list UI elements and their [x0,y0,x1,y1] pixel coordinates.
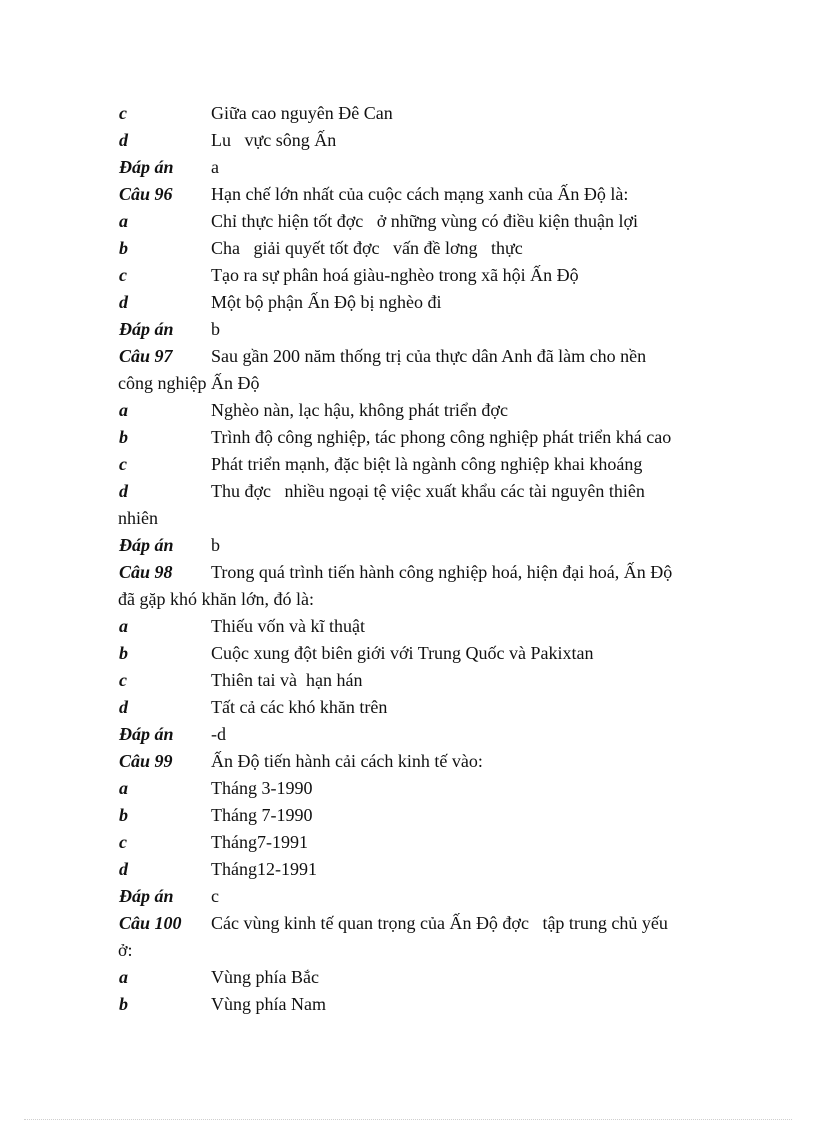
answer-value: -d [211,724,226,744]
option-letter: a [119,967,128,987]
answer-value: a [211,157,219,177]
question-row [119,181,699,208]
question-text: Các vùng kinh tế quan trọng của Ấn Độ đợc tập trung chủ yếu [211,913,668,933]
option-letter: c [119,454,127,474]
option-row [119,667,699,694]
continuation-text: công nghiệp Ấn Độ [118,373,260,393]
question-text: Ấn Độ tiến hành cải cách kinh tế vào: [211,751,483,771]
option-row [119,775,699,802]
option-text: Nghèo nàn, lạc hậu, không phát triển đợc [211,400,508,420]
option-letter: b [119,238,128,258]
option-letter: d [119,859,128,879]
question-row [119,343,699,370]
option-letter: d [119,292,128,312]
question-row [119,559,699,586]
option-text: Thu đợc nhiều ngoại tệ việc xuất khẩu các tài nguyên thiên [211,481,645,501]
question-row [119,910,699,937]
option-text: Phát triển mạnh, đặc biệt là ngành công nghiệp khai khoáng [211,454,643,474]
option-letter: b [119,805,128,825]
option-letter: a [119,778,128,798]
continuation-line [118,937,699,964]
question-text: Sau gần 200 năm thống trị của thực dân Anh đã làm cho nền [211,346,647,366]
question-text: Hạn chế lớn nhất của cuộc cách mạng xanh của Ấn Độ là: [211,184,629,204]
option-letter: c [119,103,127,123]
option-row [119,100,699,127]
option-letter: c [119,670,127,690]
option-row [119,127,699,154]
question-text: Trong quá trình tiến hành công nghiệp hoá, hiện đại hoá, Ấn Độ [211,562,673,582]
option-row [119,640,699,667]
answer-value: c [211,886,219,906]
option-row [119,613,699,640]
question-row [119,748,699,775]
continuation-line [118,505,699,532]
option-text: Thiếu vốn và kĩ thuật [211,616,365,636]
option-row [119,424,699,451]
option-text: Một bộ phận Ấn Độ bị nghèo đi [211,292,442,312]
option-letter: b [119,994,128,1014]
option-row [119,829,699,856]
answer-value: b [211,535,220,555]
page-bottom-rule [24,1119,792,1120]
option-letter: c [119,832,127,852]
option-text: Thiên tai và hạn hán [211,670,363,690]
question-number: Câu 96 [119,184,173,204]
option-row [119,397,699,424]
answer-row [119,721,699,748]
option-text: Chỉ thực hiện tốt đợc ở những vùng có điều kiện thuận lợi [211,211,639,231]
option-text: Trình độ công nghiệp, tác phong công nghiệp phát triển khá cao [211,427,672,447]
continuation-text: nhiên [118,508,158,528]
option-letter: d [119,481,128,501]
option-row [119,289,699,316]
option-text: Tạo ra sự phân hoá giàu-nghèo trong xã hội Ấn Độ [211,265,579,285]
option-text: Tháng 7-1990 [211,805,313,825]
continuation-text: ở: [118,940,133,960]
option-letter: c [119,265,127,285]
option-row [119,694,699,721]
answer-row [119,316,699,343]
option-text: Vùng phía Nam [211,994,326,1014]
question-number: Câu 99 [119,751,173,771]
answer-label: Đáp án [119,886,174,906]
option-text: Cha giải quyết tốt đợc vấn đề lơng thực [211,238,523,258]
option-text: Cuộc xung đột biên giới với Trung Quốc và Pakixtan [211,643,594,663]
option-letter: a [119,400,128,420]
option-row [119,451,699,478]
answer-label: Đáp án [119,319,174,339]
answer-label: Đáp án [119,157,174,177]
answer-row [119,154,699,181]
answer-row [119,883,699,910]
option-text: Tháng7-1991 [211,832,308,852]
quiz-content [119,100,699,1018]
option-row [119,208,699,235]
option-row [119,478,699,505]
option-letter: b [119,427,128,447]
continuation-line [118,586,699,613]
continuation-text: đã gặp khó khăn lớn, đó là: [118,589,314,609]
answer-row [119,532,699,559]
continuation-line [118,370,699,397]
option-row [119,802,699,829]
question-number: Câu 100 [119,913,182,933]
option-letter: b [119,643,128,663]
option-text: Tháng 3-1990 [211,778,313,798]
option-row [119,856,699,883]
option-letter: a [119,616,128,636]
question-number: Câu 98 [119,562,173,582]
option-text: Tháng12-1991 [211,859,317,879]
option-letter: a [119,211,128,231]
answer-label: Đáp án [119,724,174,744]
option-text: Lu vực sông Ấn [211,130,337,150]
option-letter: d [119,697,128,717]
answer-value: b [211,319,220,339]
option-text: Tất cả các khó khăn trên [211,697,388,717]
option-text: Vùng phía Bắc [211,967,319,987]
option-row [119,235,699,262]
option-row [119,262,699,289]
option-row [119,991,699,1018]
answer-label: Đáp án [119,535,174,555]
option-text: Giữa cao nguyên Đê Can [211,103,393,123]
question-number: Câu 97 [119,346,173,366]
option-letter: d [119,130,128,150]
option-row [119,964,699,991]
